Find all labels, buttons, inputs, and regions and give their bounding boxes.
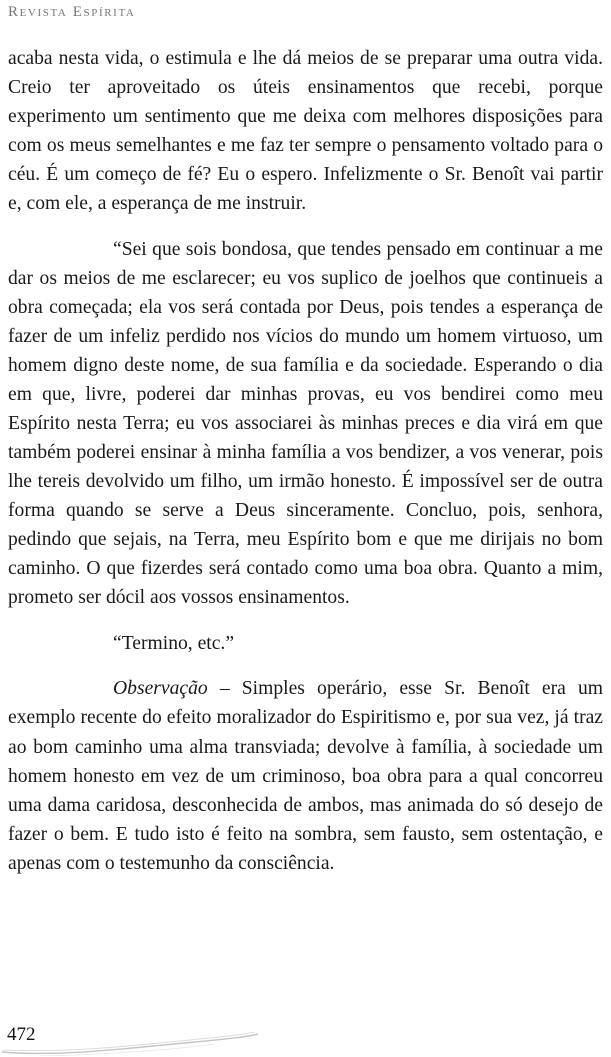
page-number: 472	[7, 1024, 36, 1045]
observation-text: – Simples operário, esse Sr. Benoît era um exemplo recente do efeito moralizador do Espiritismo e, por sua vez, já traz ao bom caminho uma alma transviada; devolve à família, à sociedade um homem honesto em vez de um criminoso, boa obra para a qual concorreu uma dama caridosa, desconhecida de ambos, mas animada do só desejo de fazer o bem. E tudo isto é feito na sombra, sem fausto, sem ostentação, e apenas com o testemunho da consciência.	[8, 678, 603, 874]
observation-term: Observação	[113, 678, 208, 700]
paragraph-letter-plea: “Sei que sois bondosa, que tendes pensado em continuar a me dar os meios de me esclarecer; eu vos suplico de joelhos que continueis a obra começada; ela vos será contada por Deus, pois tendes a esperança de fazer de um infeliz perdido nos vícios do mundo um homem virtuoso, um homem digno deste nome, de sua família e da sociedade. Esperando o dia em que, livre, poderei dar minhas provas, eu vos bendirei como meu Espírito nesta Terra; eu vos associarei às minhas preces e dia virá em que também poderei ensinar à minha família a vos bendizer, a vos venerar, pois lhe tereis devolvido um filho, um irmão honesto. É impossível ser de outra forma quando se serve a Deus sinceramente. Concluo, pois, senhora, pedindo que sejais, na Terra, meu Espírito bom e que me dirijais no bom caminho. O que fizerdes será contado como uma boa obra. Quanto a mim, prometo ser dócil aos vossos ensinamentos.	[8, 238, 603, 609]
running-head: Revista Espírita	[8, 4, 136, 20]
paragraph-letter-closing: “Termino, etc.”	[113, 632, 235, 654]
paragraph-observation	[8, 674, 603, 877]
page-body-text	[8, 44, 603, 878]
page-corner-flourish	[0, 1026, 260, 1056]
paragraph-letter-continuation: acaba nesta vida, o estimula e lhe dá meios de se preparar uma outra vida. Creio ter aproveitado os úteis ensinamentos que recebi, porque experimento um sentimento que me deixa com melhores disposições para com os meus semelhantes e me faz ter sempre o pensamento voltado para o céu. É um começo de fé? Eu o espero. Infelizmente o Sr. Benoît vai partir e, com ele, a esperança de me instruir.	[8, 48, 603, 215]
